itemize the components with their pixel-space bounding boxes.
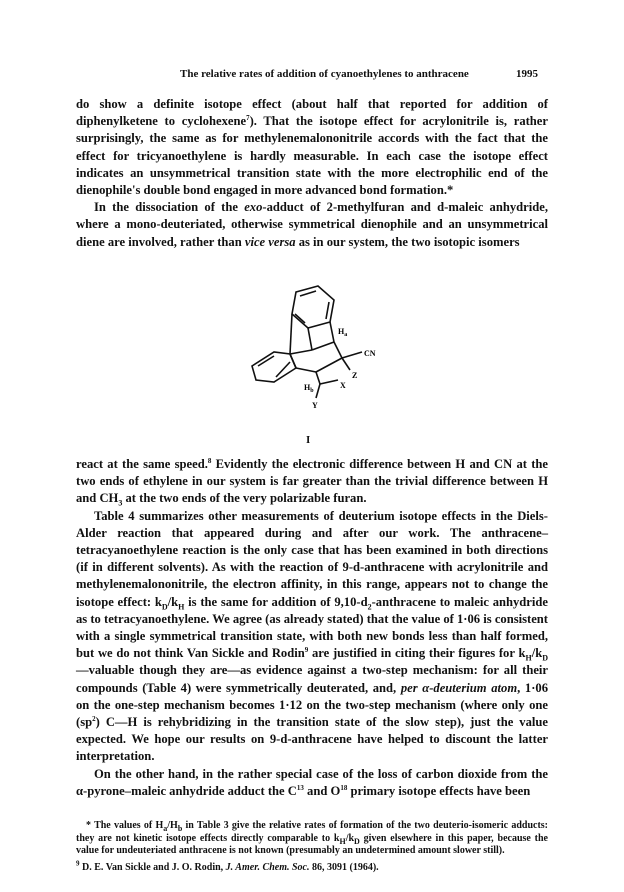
sup-2: 2 bbox=[92, 714, 96, 723]
paragraph-3 bbox=[76, 456, 548, 508]
paragraph-2-mid: -adduct of 2-methylfuran and d-maleic anhydride, where a mono-deuteriated, otherwise symmetrical dienophile and an unsymmetrical diene are involved, rather than bbox=[76, 200, 548, 249]
exo-italic: exo bbox=[244, 200, 263, 215]
atom-ha: $H_a$ bbox=[338, 327, 348, 338]
atom-x: X bbox=[340, 381, 346, 390]
paragraph-1 bbox=[76, 96, 548, 199]
sub-h-2: H bbox=[525, 653, 532, 663]
per-alpha-italic: per α-deuterium atom bbox=[400, 680, 518, 695]
structure-diagram-i bbox=[230, 282, 400, 432]
atom-hb: $H_b$ bbox=[304, 383, 314, 394]
paragraph-4-b: -anthracene to maleic anhydride as to tetracyanoethylene. We agree (as already stated) that the value of 1·06 is consistent with a single symmetrical transition state, with both new bonds less than half formed, but we do not think Van Sickle and Rodin bbox=[76, 594, 548, 661]
citation-7: 7 bbox=[246, 114, 250, 123]
fn2-authors: D. E. Van Sickle and J. O. Rodin, bbox=[79, 861, 226, 873]
paragraph-2 bbox=[76, 199, 548, 251]
sub-d: D bbox=[161, 602, 168, 612]
paragraph-3-end: at the two ends of the very polarizable furan. bbox=[122, 491, 367, 506]
atom-z: Z bbox=[352, 371, 358, 380]
footnotes bbox=[76, 820, 548, 878]
fn1-text: * The values of H bbox=[86, 820, 164, 831]
text-block-bottom bbox=[76, 456, 548, 800]
bridge-bond-upper bbox=[308, 328, 312, 350]
paragraph-4-e: , 1·06 on the one-step mechanism becomes 1·12 on the two-step mechanism (where only one (sp bbox=[76, 680, 548, 730]
paragraph-5 bbox=[76, 766, 548, 800]
citation-9: 9 bbox=[304, 646, 309, 655]
fn2-mark: 9 bbox=[76, 859, 80, 868]
fn2-journal: J. Amer. Chem. Soc. bbox=[225, 861, 310, 873]
paragraph-4-f: ) C—H is rehybridizing in the transition state of the slow step), just the value expected. We hope our results on 9-d-anthracene have helped to discount the latter interpretation. bbox=[76, 715, 548, 764]
slash-k: /k bbox=[167, 594, 179, 609]
atom-cn: CN bbox=[364, 349, 376, 358]
running-title: The relative rates of addition of cyanoethylenes to anthracene bbox=[180, 68, 469, 80]
paragraph-3-mid: Evidently the electronic difference between H and CN at the two ends of ethylene in our system is far greater than the trivial difference between H and CH bbox=[76, 457, 548, 506]
sup-13: 13 bbox=[296, 783, 304, 792]
vice-versa-italic: vice versa bbox=[244, 234, 296, 249]
paragraph-3-text: react at the same speed. bbox=[76, 457, 208, 471]
fn2-volume: 86, bbox=[309, 861, 325, 873]
fn1-end: given elsewhere in this paper, because the value for undeuteriated anthracene is not known (presumably an undetermined amount slower still). bbox=[76, 832, 548, 856]
footnote-star bbox=[76, 820, 548, 858]
atom-y: Y bbox=[312, 401, 318, 410]
sup-18: 18 bbox=[340, 783, 348, 792]
footnote-9 bbox=[76, 859, 548, 875]
paragraph-4-mid: is the same for addition of 9,10-d bbox=[184, 594, 368, 609]
subscript-3: 3 bbox=[118, 498, 123, 508]
figure-label: I bbox=[306, 434, 311, 446]
paragraph-4-c: are justified in citing their figures for k bbox=[308, 646, 526, 661]
fn1-slash-k: /k bbox=[345, 832, 355, 844]
text-block-top bbox=[76, 96, 548, 251]
sub-h: H bbox=[178, 602, 185, 612]
paragraph-5-end: primary isotope effects have been bbox=[347, 783, 531, 798]
fn1-sub-d: D bbox=[354, 836, 360, 846]
citation-8: 8 bbox=[207, 456, 212, 465]
paragraph-2-end: as in our system, the two isotopic isomers bbox=[295, 234, 520, 249]
sub-2: 2 bbox=[367, 602, 372, 612]
fn1-mid: in Table 3 give the relative rates of formation of the two deuterio-isomeric adducts: they are not kinetic isotope effects directly comparable to k bbox=[76, 820, 548, 844]
paragraph-4-text: Table 4 summarizes other measurements of deuterium isotope effects in the Diels-Alder reaction that appeared during and after our work. The anthracene–tetracyanoethylene reaction is the only case that has been examined in both directions (if in different solvents). As with the reaction of 9-d-anthracene with acrylonitrile and methylenemalononitrile, the electron affinity, in this range, appears not to change the isotope effect: k bbox=[76, 508, 548, 609]
fn1-sub-b: b bbox=[177, 824, 183, 833]
fn1-sub-h: H bbox=[339, 836, 346, 846]
fn2-pages: 3091 (1964). bbox=[324, 861, 379, 873]
page-number: 1995 bbox=[516, 68, 538, 80]
paragraph-1-rest: ). That the isotope effect for acrylonitrile is, rather surprisingly, the same as for methylenemalononitrile accords with the fact that the effect for tricyanoethylene is hardly measurable. In each case the isotope effect indicates an unsymmetrical transition state with the more electrophilic end of the dienophile's double bond engaged in more advanced bond formation.* bbox=[76, 114, 548, 198]
paragraph-5-text: On the other hand, in the rather special case of the loss of carbon dioxide from the α-pyrone–maleic anhydride adduct the C bbox=[76, 766, 548, 798]
paragraph-1-text: do show a definite isotope effect (about half that reported for addition of diphenylketene to cyclohexene bbox=[76, 97, 548, 129]
paragraph-4 bbox=[76, 508, 548, 766]
fn1-slash: /H bbox=[167, 820, 178, 831]
fn1-sub-a: a bbox=[163, 824, 168, 833]
paragraph-4-d: —valuable though they are—as evidence against a two-step mechanism: for all their compounds (Table 4) were symmetrically deuterated, and, bbox=[76, 663, 548, 695]
slash-k-2: /k bbox=[531, 646, 543, 661]
sub-d-2: D bbox=[542, 653, 548, 663]
paragraph-2-text: In the dissociation of the bbox=[94, 200, 245, 215]
paragraph-5-mid: and O bbox=[303, 783, 341, 798]
